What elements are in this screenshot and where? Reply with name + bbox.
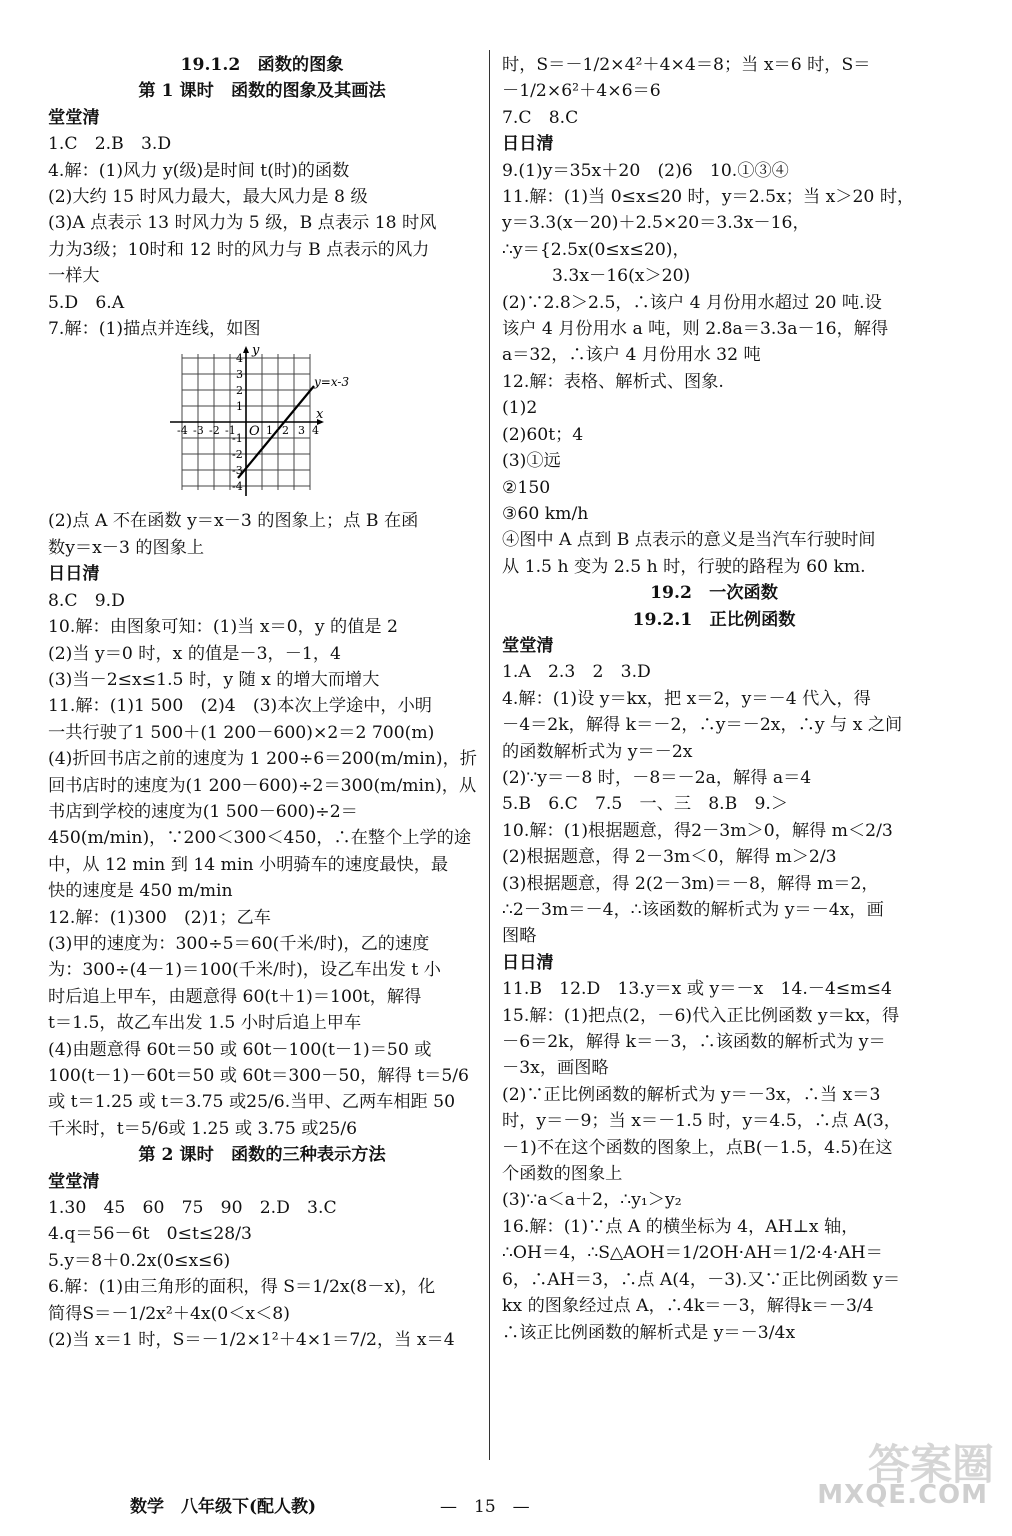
answer-line: 回书店时的速度为(1 200－600)÷2＝300(m/min)，从	[48, 775, 477, 796]
answer-line: (1)2	[502, 398, 538, 419]
page-number: — 15 —	[440, 1497, 530, 1517]
answer-line: ②150	[502, 477, 551, 498]
answer-line: 7.C 8.C	[502, 107, 579, 128]
x-tick-label: -4	[177, 424, 188, 438]
answer-line: 中，从 12 min 到 14 min 小明骑车的速度最快，最	[48, 854, 449, 875]
answer-line: 为：300÷(4－1)＝100(千米/时)，设乙车出发 t 小	[48, 960, 441, 981]
answer-line: －6＝2k，解得 k＝－3，∴该函数的解析式为 y＝	[502, 1032, 886, 1053]
lesson-heading: 第 1 课时 函数的图象及其画法	[138, 81, 386, 102]
answer-line: (3)当－2≤x≤1.5 时，y 随 x 的增大而增大	[48, 669, 380, 690]
subheading: 日日清	[502, 952, 554, 973]
y-tick-label: -1	[232, 432, 243, 446]
answer-line: 1.A 2.3 2 3.D	[502, 662, 651, 683]
watermark-logo: 答案圈	[867, 1440, 994, 1489]
x-tick-label: 2	[282, 424, 289, 438]
y-tick-label: 4	[236, 352, 243, 366]
y-tick-label: -3	[232, 464, 243, 478]
answer-line: 个函数的图象上	[502, 1164, 623, 1185]
answer-line: (4)由题意得 60t＝50 或 60t－100(t－1)＝50 或	[48, 1039, 432, 1060]
answer-line: 10.解：(1)根据题意，得2－3m＞0，解得 m＜2/3	[502, 820, 893, 841]
answer-line: (2)当 x＝1 时，S＝－1/2×1²＋4×1＝7/2，当 x＝4	[48, 1330, 455, 1351]
answer-line: ∴OH＝4，∴S△AOH＝1/2OH·AH＝1/2·4·AH＝	[502, 1243, 883, 1264]
answer-line: 10.解：由图象可知：(1)当 x＝0，y 的值是 2	[48, 617, 398, 638]
answer-line: 时，y＝－9；当 x＝－1.5 时，y＝4.5，∴点 A(3，	[502, 1111, 901, 1132]
answer-line: 图略	[502, 926, 537, 947]
answer-line: －1)不在这个函数的图象上，点B(－1.5，4.5)在这	[502, 1137, 893, 1158]
y-tick-label: 2	[236, 384, 243, 398]
x-tick-label: 4	[312, 424, 319, 438]
answer-line: ∴2－3m＝－4，∴该函数的解析式为 y＝－4x，画	[502, 900, 884, 920]
answer-line: 11.解：(1)当 0≤x≤20 时，y＝2.5x；当 x＞20 时，	[502, 187, 915, 208]
left-column	[48, 52, 476, 1353]
answer-line: (2)60t；4	[502, 424, 584, 445]
function-graph	[48, 344, 476, 504]
answer-line: 5.B 6.C 7.5 一、三 8.B 9.＞	[502, 794, 789, 815]
answer-line: kx 的图象经过点 A，∴4k＝－3，解得k＝－3/4	[502, 1296, 874, 1317]
answer-line: (3)甲的速度为：300÷5＝60(千米/时)，乙的速度	[48, 933, 430, 954]
answer-line: y＝3.3(x－20)＋2.5×20＝3.3x－16，	[502, 213, 810, 234]
book-title: 数学 八年级下(配人教)	[130, 1497, 317, 1517]
answer-line: 1.C 2.B 3.D	[48, 134, 172, 155]
section-heading: 19.1.2 函数的图象	[180, 55, 344, 75]
x-tick-label: -2	[209, 424, 220, 438]
answer-line: 从 1.5 h 变为 2.5 h 时，行驶的路程为 60 km.	[502, 556, 866, 577]
y-tick-label: -2	[232, 448, 243, 462]
answer-line: 4.q＝56－6t 0≤t≤28/3	[48, 1224, 252, 1245]
answer-line: ∴该正比例函数的解析式是 y＝－3/4x	[502, 1322, 796, 1343]
answer-line: (3)A 点表示 13 时风力为 5 级，B 点表示 18 时风	[48, 213, 437, 234]
origin-label: O	[249, 424, 260, 440]
answer-line: －3x，画图略	[502, 1058, 609, 1079]
answer-line: (3)根据题意，得 2(2－3m)＝－8，解得 m＝2，	[502, 873, 879, 894]
x-tick-label: 3	[298, 424, 305, 438]
answer-line: 1.30 45 60 75 90 2.D 3.C	[48, 1198, 337, 1219]
answer-line: 12.解：(1)300 (2)1；乙车	[48, 907, 271, 928]
lesson-heading: 第 2 课时 函数的三种表示方法	[138, 1145, 386, 1166]
answer-line: 11.解：(1)1 500 (2)4 (3)本次上学途中，小明	[48, 696, 432, 717]
answer-line: －4＝2k，解得 k＝－2，∴y＝－2x，∴y 与 x 之间	[502, 715, 903, 736]
answer-line: 8.C 9.D	[48, 590, 125, 611]
subheading: 日日清	[48, 564, 100, 585]
graph-svg	[166, 343, 350, 502]
answer-line: ∴y＝{2.5x(0≤x≤20)，	[502, 239, 690, 260]
answer-line: 千米时，t＝5/6或 1.25 或 3.75 或25/6	[48, 1118, 358, 1139]
answer-line: 数y＝x－3 的图象上	[48, 537, 205, 558]
answer-line: 5.y＝8＋0.2x(0≤x≤6)	[48, 1250, 231, 1271]
y-axis-label: y	[252, 343, 260, 359]
answer-line: 快的速度是 450 m/min	[48, 881, 233, 902]
answer-line: 16.解：(1)∵点 A 的横坐标为 4，AH⊥x 轴，	[502, 1216, 859, 1237]
x-tick-label: 1	[266, 424, 273, 438]
watermark-site: MXQE.COM	[817, 1480, 988, 1510]
watermark	[817, 1432, 994, 1516]
answer-line: 5.D 6.A	[48, 292, 125, 313]
subheading: 堂堂清	[502, 635, 554, 656]
y-tick-label: -4	[232, 480, 243, 494]
answer-line: (2)∵y＝－8 时，－8＝－2a，解得 a＝4	[502, 767, 812, 788]
answer-line: 或 t＝1.25 或 t＝3.75 或25/6.当甲、乙两车相距 50	[48, 1092, 456, 1113]
y-tick-label: 1	[236, 400, 243, 414]
answer-line: 4.解：(1)设 y＝kx，把 x＝2，y＝－4 代入，得	[502, 688, 871, 709]
answer-line: t＝1.5，故乙车出发 1.5 小时后追上甲车	[48, 1013, 362, 1034]
answer-line: (3)①远	[502, 451, 561, 472]
subheading: 堂堂清	[48, 1171, 100, 1192]
answer-line: (2)根据题意，得 2－3m＜0，解得 m＞2/3	[502, 847, 837, 868]
answer-line: (2)点 A 不在函数 y＝x－3 的图象上；点 B 在函	[48, 511, 419, 532]
answer-line: ③60 km/h	[502, 503, 589, 524]
answer-line: 450(m/min)，∵200＜300＜450，∴在整个上学的途	[48, 828, 472, 849]
x-tick-label: -1	[225, 424, 236, 438]
section-heading: 19.2.1 正比例函数	[632, 609, 796, 630]
answer-line: 6，∴AH＝3，∴点 A(4，－3).又∵正比例函数 y＝	[502, 1269, 901, 1290]
answer-line: (2)∵2.8＞2.5，∴该户 4 月份用水超过 20 吨.设	[502, 292, 882, 313]
subheading: 日日清	[502, 134, 554, 155]
y-tick-label: 3	[236, 368, 243, 382]
answer-line: 该户 4 月份用水 a 吨，则 2.8a＝3.3a－16，解得	[502, 319, 889, 340]
answer-line: 时后追上甲车，由题意得 60(t＋1)＝100t，解得	[48, 986, 422, 1007]
section-heading: 19.2 一次函数	[650, 583, 778, 604]
x-axis-label: x	[316, 407, 324, 423]
answer-line: 15.解：(1)把点(2，－6)代入正比例函数 y＝kx，得	[502, 1005, 900, 1026]
answer-line: 力为3级；10时和 12 时的风力与 B 点表示的风力	[48, 239, 430, 260]
answer-line: (3)∵a＜a＋2，∴y₁＞y₂	[502, 1190, 682, 1211]
answer-line: 的函数解析式为 y＝－2x	[502, 741, 693, 762]
answer-line: 简得S＝－1/2x²＋4x(0＜x＜8)	[48, 1303, 290, 1324]
answer-line: ④图中 A 点到 B 点表示的意义是当汽车行驶时间	[502, 530, 876, 551]
answer-line: 7.解：(1)描点并连线，如图	[48, 319, 261, 340]
answer-line: 6.解：(1)由三角形的面积，得 S＝1/2x(8－x)，化	[48, 1277, 436, 1298]
answer-line: (2)大约 15 时风力最大，最大风力是 8 级	[48, 187, 368, 208]
function-label: y=x-3	[314, 375, 350, 390]
answer-line: 4.解：(1)风力 y(级)是时间 t(时)的函数	[48, 160, 350, 181]
answer-line: 12.解：表格、解析式、图象.	[502, 371, 724, 392]
answer-line: 一共行驶了1 500＋(1 200－600)×2＝2 700(m)	[48, 722, 435, 743]
answer-line: (4)折回书店之前的速度为 1 200÷6＝200(m/min)，折	[48, 749, 477, 770]
answer-line: 时，S＝－1/2×4²＋4×4＝8；当 x＝6 时，S＝	[502, 55, 871, 75]
column-divider	[489, 50, 490, 1460]
answer-line: 11.B 12.D 13.y＝x 或 y＝－x 14.－4≤m≤4	[502, 979, 892, 1000]
answer-line: (2)当 y＝0 时，x 的值是－3，－1，4	[48, 643, 341, 664]
x-tick-label: -3	[193, 424, 204, 438]
answer-line: 3.3x－16(x＞20)	[552, 266, 691, 287]
answer-line: 书店到学校的速度为(1 500－600)÷2＝	[48, 801, 358, 822]
answer-line: 一样大	[48, 266, 100, 287]
y-axis-arrow	[243, 346, 249, 353]
subheading: 堂堂清	[48, 107, 100, 128]
answer-line: 9.(1)y＝35x＋20 (2)6 10.①③④	[502, 160, 789, 181]
answer-line: 100(t－1)－60t＝50 或 60t＝300－50，解得 t＝5/6	[48, 1066, 469, 1086]
right-column	[502, 52, 926, 1346]
answer-line: a＝32，∴该户 4 月份用水 32 吨	[502, 345, 761, 366]
answer-line: －1/2×6²＋4×6＝6	[502, 81, 661, 102]
answer-line: (2)∵正比例函数的解析式为 y＝－3x，∴当 x＝3	[502, 1084, 881, 1105]
